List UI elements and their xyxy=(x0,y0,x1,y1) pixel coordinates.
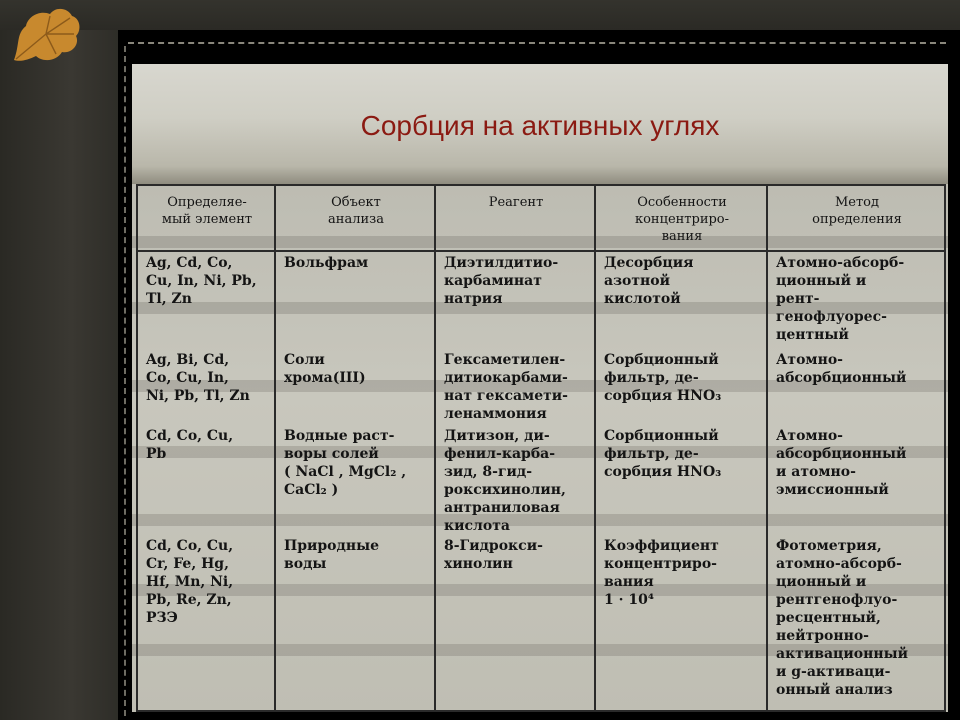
cell-object: Природные воды xyxy=(275,535,435,711)
header-object: Объект анализа xyxy=(275,185,435,251)
dashed-border-left xyxy=(124,46,128,716)
table-row xyxy=(137,349,945,425)
scanned-table-image xyxy=(132,184,948,712)
header-features: Особенности концентриро- вания xyxy=(595,185,767,251)
cell-reagent: Гексаметилен- дитиокарбами- нат гексамети- ленаммония xyxy=(435,349,595,425)
cell-object: Соли хрома(III) xyxy=(275,349,435,425)
cell-method: Атомно- абсорбционный xyxy=(767,349,945,425)
cell-method: Атомно-абсорб- ционный и рент- генофлуорес- центный xyxy=(767,251,945,349)
slide-top-margin xyxy=(0,0,960,30)
dashed-border-top xyxy=(128,42,946,46)
title-band xyxy=(132,64,948,184)
cell-reagent: 8-Гидрокси- хинолин xyxy=(435,535,595,711)
table-row xyxy=(137,425,945,535)
autumn-leaf-icon xyxy=(6,4,84,66)
cell-method: Фотометрия, атомно-абсорб- ционный и рентгенофлуо- ресцентный, нейтронно- активационный и g-активаци- онный анализ xyxy=(767,535,945,711)
slide-title: Сорбция на активных углях xyxy=(360,110,720,141)
table-header-row xyxy=(137,185,945,251)
cell-element: Cd, Co, Cu, Pb xyxy=(137,425,275,535)
cell-object: Вольфрам xyxy=(275,251,435,349)
header-element: Определяе- мый элемент xyxy=(137,185,275,251)
slide-left-margin xyxy=(0,0,118,720)
cell-object: Водные раст- воры солей ( NaCl , MgCl₂ , CaCl₂ ) xyxy=(275,425,435,535)
cell-features: Десорбция азотной кислотой xyxy=(595,251,767,349)
cell-features: Сорбционный фильтр, де- сорбция HNO₃ xyxy=(595,425,767,535)
cell-element: Cd, Co, Cu, Cr, Fe, Hg, Hf, Mn, Ni, Pb, Re, Zn, РЗЭ xyxy=(137,535,275,711)
cell-reagent: Дитизон, ди- фенил-карба- зид, 8-гид- роксихинолин, антраниловая кислота xyxy=(435,425,595,535)
cell-element: Ag, Cd, Co, Cu, In, Ni, Pb, Tl, Zn xyxy=(137,251,275,349)
cell-features: Сорбционный фильтр, де- сорбция HNO₃ xyxy=(595,349,767,425)
header-method: Метод определения xyxy=(767,185,945,251)
table-row xyxy=(137,535,945,711)
cell-reagent: Диэтилдитио- карбаминат натрия xyxy=(435,251,595,349)
sorption-table xyxy=(136,184,946,712)
cell-features: Коэффициент концентриро- вания 1 · 10⁴ xyxy=(595,535,767,711)
header-reagent: Реагент xyxy=(435,185,595,251)
cell-element: Ag, Bi, Cd, Co, Cu, In, Ni, Pb, Tl, Zn xyxy=(137,349,275,425)
cell-method: Атомно- абсорбционный и атомно- эмиссионный xyxy=(767,425,945,535)
table-row xyxy=(137,251,945,349)
